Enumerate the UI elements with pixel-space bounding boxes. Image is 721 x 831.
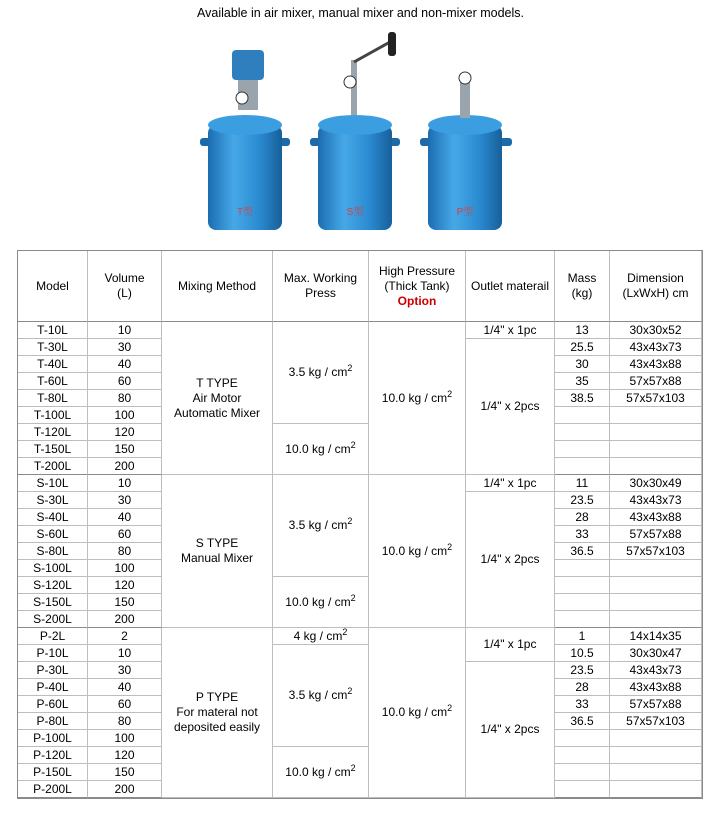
mixing-method-cell: [162, 322, 273, 475]
model-cell: S-200L: [18, 611, 88, 628]
mass-cell: [555, 747, 610, 764]
mass-cell: [555, 611, 610, 628]
high-pressure-cell: [369, 322, 466, 475]
model-cell: S-80L: [18, 543, 88, 560]
model-cell: P-100L: [18, 730, 88, 747]
dimension-cell: [610, 424, 702, 441]
model-cell: T-30L: [18, 339, 88, 356]
mass-cell: 23.5: [555, 662, 610, 679]
col-press: [273, 251, 369, 322]
outlet-cell: 1/4" x 2pcs: [466, 662, 555, 798]
pressure-cell: [273, 577, 369, 628]
dimension-cell: 43x43x73: [610, 339, 702, 356]
col-dimension: [610, 251, 702, 322]
table-row: [18, 747, 702, 764]
dimension-cell: [610, 594, 702, 611]
mass-cell: 38.5: [555, 390, 610, 407]
col-hp-option: Option: [397, 293, 437, 308]
dimension-cell: 14x14x35: [610, 628, 702, 645]
dimension-cell: [610, 730, 702, 747]
mass-cell: 11: [555, 475, 610, 492]
dimension-cell: 57x57x88: [610, 696, 702, 713]
col-volume-l2: (L): [117, 286, 132, 300]
pressure-cell-value: 10.0 kg / cm: [285, 441, 351, 456]
pressure-cell-exponent: 2: [347, 516, 353, 526]
model-cell: P-120L: [18, 747, 88, 764]
volume-cell: 150: [88, 764, 162, 781]
mixing-method-cell-line-2: For materal not: [176, 705, 258, 719]
s-tank-label: S型: [346, 207, 364, 218]
col-mass: [555, 251, 610, 322]
dimension-cell: 43x43x73: [610, 492, 702, 509]
pressure-cell-value: 3.5 kg / cm: [288, 688, 348, 702]
col-high-pressure: [369, 251, 466, 322]
volume-cell: 40: [88, 679, 162, 696]
col-hp-l2: (Thick Tank): [384, 278, 450, 293]
table-row: [18, 628, 702, 645]
dimension-cell: 57x57x88: [610, 373, 702, 390]
volume-cell: 100: [88, 730, 162, 747]
pressure-cell-exponent: 2: [350, 762, 356, 773]
volume-cell: 10: [88, 475, 162, 492]
pressure-cell: [273, 645, 369, 747]
volume-cell: 200: [88, 611, 162, 628]
p-tank-label: P型: [456, 207, 474, 218]
t-tank-label: T型: [236, 207, 254, 218]
volume-cell: 2: [88, 628, 162, 645]
model-cell: T-120L: [18, 424, 88, 441]
col-press-l2: Press: [305, 286, 336, 300]
pressure-cell-exponent: 2: [350, 439, 356, 450]
model-cell: P-30L: [18, 662, 88, 679]
mass-cell: [555, 764, 610, 781]
mass-cell: [555, 407, 610, 424]
col-dim-l1: Dimension: [627, 271, 684, 285]
model-cell: T-40L: [18, 356, 88, 373]
pressure-cell-value: 10.0 kg / cm: [285, 594, 351, 609]
volume-cell: 60: [88, 373, 162, 390]
high-pressure-cell-value: 10.0 kg / cm: [381, 543, 448, 558]
high-pressure-cell: [369, 475, 466, 628]
dimension-cell: [610, 458, 702, 475]
col-dim-l2: (LxWxH) cm: [622, 286, 689, 300]
mass-cell: 36.5: [555, 543, 610, 560]
volume-cell: 30: [88, 492, 162, 509]
volume-cell: 60: [88, 526, 162, 543]
volume-cell: 40: [88, 509, 162, 526]
col-mixing: Mixing Method: [162, 251, 273, 322]
outlet-cell: 1/4" x 2pcs: [466, 339, 555, 475]
mixing-method-cell-line-1: T TYPE: [196, 375, 238, 390]
mass-cell: 10.5: [555, 645, 610, 662]
high-pressure-cell-exponent: 2: [447, 541, 453, 552]
mixing-method-cell: [162, 628, 273, 798]
pressure-cell-exponent: 2: [350, 592, 356, 603]
mass-cell: [555, 441, 610, 458]
dimension-cell: 57x57x103: [610, 713, 702, 730]
outlet-cell: 1/4" x 1pc: [466, 475, 555, 492]
volume-cell: 100: [88, 560, 162, 577]
volume-cell: 30: [88, 662, 162, 679]
volume-cell: 10: [88, 645, 162, 662]
mass-cell: [555, 730, 610, 747]
mass-cell: [555, 781, 610, 798]
mass-cell: 28: [555, 679, 610, 696]
volume-cell: 40: [88, 356, 162, 373]
pressure-cell: [273, 322, 369, 424]
mass-cell: 36.5: [555, 713, 610, 730]
dimension-cell: 30x30x47: [610, 645, 702, 662]
pressure-cell-value: 4 kg / cm: [293, 628, 343, 643]
dimension-cell: 30x30x49: [610, 475, 702, 492]
mass-cell: 23.5: [555, 492, 610, 509]
high-pressure-cell-value: 10.0 kg / cm: [381, 390, 448, 405]
dimension-cell: [610, 764, 702, 781]
pressure-cell: [273, 628, 369, 645]
page-caption: Available in air mixer, manual mixer and non-mixer models.: [197, 6, 524, 20]
dimension-cell: 57x57x103: [610, 390, 702, 407]
dimension-cell: 57x57x88: [610, 526, 702, 543]
volume-cell: 150: [88, 594, 162, 611]
table-row: [18, 577, 702, 594]
high-pressure-cell-exponent: 2: [447, 703, 453, 713]
model-cell: P-10L: [18, 645, 88, 662]
model-cell: T-200L: [18, 458, 88, 475]
model-cell: P-2L: [18, 628, 88, 645]
dimension-cell: [610, 407, 702, 424]
outlet-cell: 1/4" x 1pc: [466, 322, 555, 339]
col-outlet: Outlet materail: [466, 251, 555, 322]
dimension-cell: 43x43x73: [610, 662, 702, 679]
mass-cell: 35: [555, 373, 610, 390]
dimension-cell: 43x43x88: [610, 509, 702, 526]
volume-cell: 120: [88, 577, 162, 594]
t-type-tank: [200, 50, 290, 230]
model-cell: T-60L: [18, 373, 88, 390]
mass-cell: 33: [555, 526, 610, 543]
pressure-cell: [273, 475, 369, 577]
mixing-method-cell-line-3: deposited easily: [173, 720, 261, 734]
dimension-cell: 43x43x88: [610, 679, 702, 696]
model-cell: T-80L: [18, 390, 88, 407]
mass-cell: [555, 594, 610, 611]
col-model: Model: [18, 251, 88, 322]
mass-cell: 13: [555, 322, 610, 339]
dimension-cell: [610, 747, 702, 764]
model-cell: T-150L: [18, 441, 88, 458]
volume-cell: 80: [88, 543, 162, 560]
col-volume: [88, 251, 162, 322]
mass-cell: 1: [555, 628, 610, 645]
mass-cell: 25.5: [555, 339, 610, 356]
pressure-cell-value: 3.5 kg / cm: [288, 365, 348, 379]
volume-cell: 100: [88, 407, 162, 424]
mixing-method-cell-line-1: P TYPE: [195, 690, 239, 704]
model-cell: P-150L: [18, 764, 88, 781]
model-cell: T-100L: [18, 407, 88, 424]
volume-cell: 120: [88, 747, 162, 764]
t-type-group: [18, 322, 702, 475]
p-type-group: [18, 628, 702, 798]
dimension-cell: [610, 611, 702, 628]
dimension-cell: 57x57x103: [610, 543, 702, 560]
pressure-cell-exponent: 2: [342, 626, 348, 637]
mass-cell: [555, 577, 610, 594]
mass-cell: 30: [555, 356, 610, 373]
model-cell: P-40L: [18, 679, 88, 696]
volume-cell: 30: [88, 339, 162, 356]
model-cell: S-150L: [18, 594, 88, 611]
mixing-method-cell-line-3: Automatic Mixer: [173, 405, 261, 420]
model-cell: P-200L: [18, 781, 88, 798]
pressure-cell-exponent: 2: [347, 363, 353, 373]
model-cell: S-100L: [18, 560, 88, 577]
high-pressure-cell-value: 10.0 kg / cm: [381, 705, 448, 719]
pressure-cell-value: 10.0 kg / cm: [285, 764, 351, 779]
mass-cell: [555, 424, 610, 441]
mass-cell: [555, 560, 610, 577]
volume-cell: 200: [88, 781, 162, 798]
model-cell: P-80L: [18, 713, 88, 730]
col-press-l1: Max. Working: [283, 271, 358, 285]
dimension-cell: [610, 577, 702, 594]
model-cell: S-40L: [18, 509, 88, 526]
mass-cell: [555, 458, 610, 475]
mass-cell: 33: [555, 696, 610, 713]
mixing-method-cell-line-2: Air Motor: [192, 390, 242, 405]
dimension-cell: 30x30x52: [610, 322, 702, 339]
model-cell: S-60L: [18, 526, 88, 543]
mixing-method-cell-line-2: Manual Mixer: [180, 551, 254, 565]
mixing-method-cell: [162, 475, 273, 628]
model-cell: S-120L: [18, 577, 88, 594]
table-row: [18, 322, 702, 339]
table-row: [18, 475, 702, 492]
model-cell: T-10L: [18, 322, 88, 339]
dimension-cell: 43x43x88: [610, 356, 702, 373]
s-type-group: [18, 475, 702, 628]
volume-cell: 80: [88, 390, 162, 407]
pressure-cell: [273, 747, 369, 798]
volume-cell: 120: [88, 424, 162, 441]
pressure-cell-value: 3.5 kg / cm: [288, 518, 348, 532]
outlet-cell: 1/4" x 2pcs: [466, 492, 555, 628]
volume-cell: 10: [88, 322, 162, 339]
table-row: [18, 424, 702, 441]
outlet-cell: 1/4" x 1pc: [466, 628, 555, 662]
header-row: [18, 251, 702, 322]
model-cell: S-10L: [18, 475, 88, 492]
model-cell: P-60L: [18, 696, 88, 713]
table-row: [18, 645, 702, 662]
col-mass-l2: (kg): [571, 286, 593, 300]
dimension-cell: [610, 781, 702, 798]
volume-cell: 150: [88, 441, 162, 458]
spec-table: [17, 250, 703, 799]
volume-cell: 200: [88, 458, 162, 475]
pressure-cell-exponent: 2: [347, 686, 353, 696]
pressure-tank-photo: [190, 30, 520, 238]
p-type-tank: [420, 72, 512, 230]
high-pressure-cell-exponent: 2: [447, 388, 453, 399]
col-volume-l1: Volume: [104, 271, 145, 285]
col-hp-l1: High Pressure: [378, 263, 456, 278]
high-pressure-cell: [369, 628, 466, 798]
volume-cell: 60: [88, 696, 162, 713]
mixing-method-cell-line-1: S TYPE: [195, 536, 239, 550]
model-cell: S-30L: [18, 492, 88, 509]
mass-cell: 28: [555, 509, 610, 526]
volume-cell: 80: [88, 713, 162, 730]
pressure-cell: [273, 424, 369, 475]
dimension-cell: [610, 560, 702, 577]
dimension-cell: [610, 441, 702, 458]
col-mass-l1: Mass: [567, 271, 597, 285]
s-type-tank: [310, 32, 400, 230]
